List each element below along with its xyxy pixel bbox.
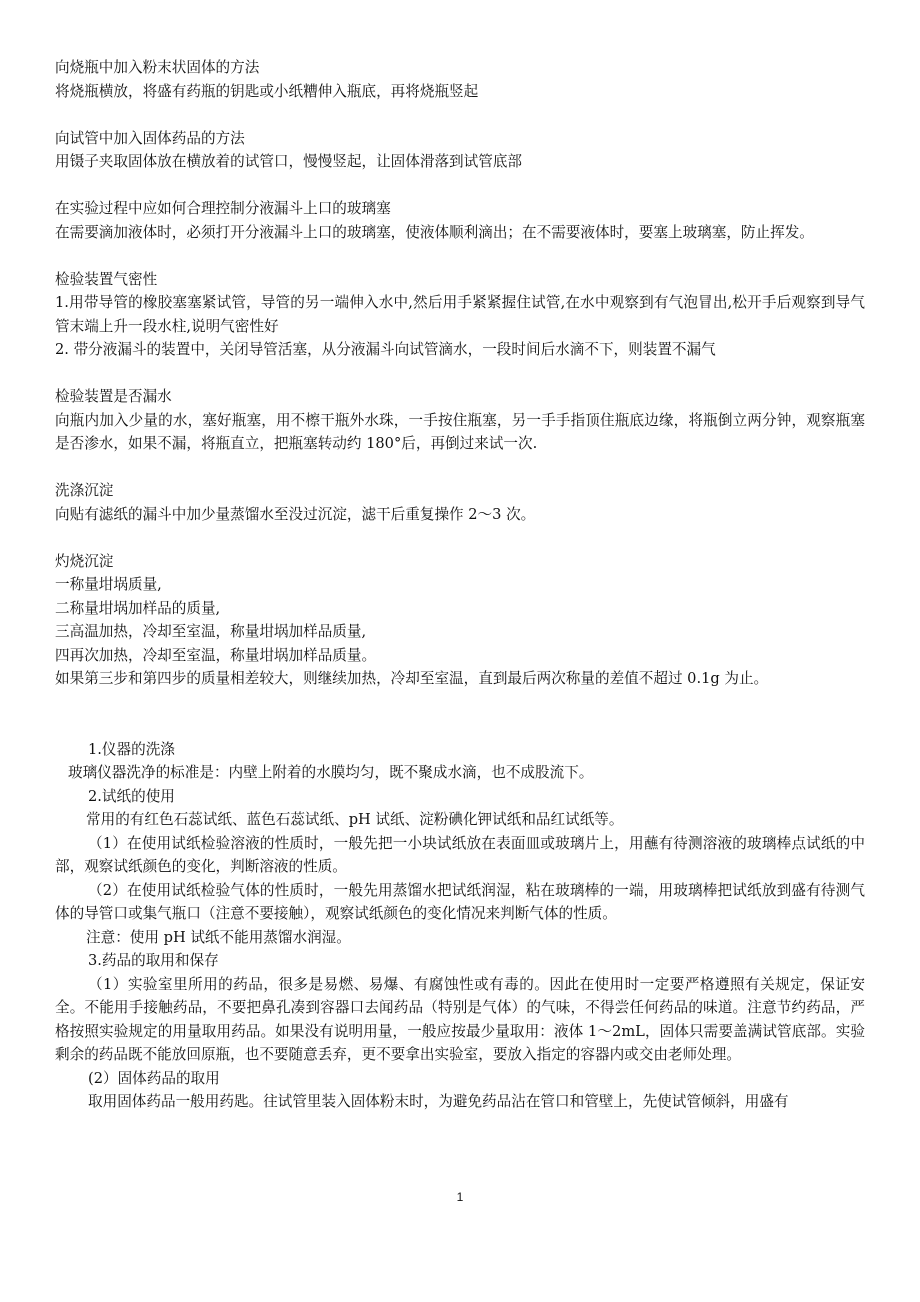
note-ph-paper: 注意：使用 pH 试纸不能用蒸馏水润湿。 [86,928,351,946]
section-title: 在实验过程中应如何合理控制分液漏斗上口的玻璃塞 [55,200,391,217]
part-two [55,738,865,1114]
section-tube-solid [55,127,865,174]
heading-instrument-washing: 1.仪器的洗涤 [88,740,175,758]
paragraph-test-gas: （2）在使用试纸检验气体的性质时，一般先用蒸馏水把试纸润湿，粘在玻璃棒的一端，用玻璃棒把试纸放到盛有待测气体的导管口或集气瓶口（注意不要接触），观察试纸颜色的变化情况来判断气体的性质。 [55,881,865,922]
section-text: 1.用带导管的橡胶塞塞紧试管，导管的另一端伸入水中,然后用手紧紧握住试管,在水中观察到有气泡冒出,松开手后观察到导气管末端上升一段水柱,说明气密性好 [55,294,865,335]
paragraph-test-solution: （1）在使用试纸检验溶液的性质时，一般先把一小块试纸放在表面皿或玻璃片上，用蘸有待测溶液的玻璃棒点试纸的中部，观察试纸颜色的变化，判断溶液的性质。 [55,834,865,875]
section-title: 向试管中加入固体药品的方法 [55,129,245,147]
section-title: 灼烧沉淀 [55,552,114,570]
heading-reagent-handling: 3.药品的取用和保存 [88,952,219,969]
paragraph-solid-reagent: 取用固体药品一般用药匙。往试管里装入固体粉末时，为避免药品沾在管口和管壁上，先使试管倾斜，用盛有 [88,1093,789,1110]
page-number: 1 [456,1190,464,1204]
section-step: 三高温加热，冷却至室温，称量坩埚加样品质量, [55,623,367,640]
section-leak-test [55,385,865,456]
section-title: 检验装置是否漏水 [55,388,172,405]
paragraph-washing-standard: 玻璃仪器洗净的标准是：内壁上附着的水膜均匀，既不聚成水滴，也不成股流下。 [68,764,594,781]
heading-solid-reagent: (2）固体药品的取用 [88,1069,220,1087]
section-text: 2. 带分液漏斗的装置中，关闭导管活塞，从分液漏斗向试管滴水，一段时间后水滴不下，则装置不漏气 [55,341,716,358]
section-step: 一称量坩埚质量, [55,576,162,593]
paragraph-reagent-safety: （1）实验室里所用的药品，很多是易燃、易爆、有腐蚀性或有毒的。因此在使用时一定要严格遵照有关规定，保证安全。不能用手接触药品，不要把鼻孔凑到容器口去闻药品（特别是气体）的气味，不得尝任何药品的味道。注意节约药品，严格按照实验规定的用量取用药品。如果没有说明用量，一般应按最少量取用：液体 1～2mL，固体只需要盖满试管底部。实验剩余的药品既不能放回原瓶，也不要随意丢弃，更不要拿出实验室，要放入指定的容器内或交由老师处理。 [55,975,865,1063]
section-text: 向贴有滤纸的漏斗中加少量蒸馏水至没过沉淀，滤干后重复操作 2～3 次。 [55,505,536,523]
section-funnel-stopper [55,197,865,244]
section-text: 在需要滴加液体时，必须打开分液漏斗上口的玻璃塞，使液体顺利滴出；在不需要液体时，要塞上玻璃塞，防止挥发。 [55,223,814,241]
section-airtightness [55,268,865,362]
section-text: 如果第三步和第四步的质量相差较大，则继续加热，冷却至室温，直到最后两次称量的差值不超过 0.1g 为止。 [55,670,769,687]
section-wash-precipitate [55,479,865,526]
section-flask-powder [55,56,865,103]
section-step: 二称量坩埚加样品的质量, [55,599,221,617]
section-title: 洗涤沉淀 [55,482,114,499]
section-ignite-precipitate [55,550,865,691]
document-page [55,56,865,1114]
section-title: 检验装置气密性 [55,270,158,288]
paragraph-test-paper-types: 常用的有红色石蕊试纸、蓝色石蕊试纸、pH 试纸、淀粉碘化钾试纸和品红试纸等。 [86,811,624,828]
section-text: 将烧瓶横放，将盛有药瓶的钥匙或小纸糟伸入瓶底，再将烧瓶竖起 [55,82,479,100]
section-step: 四再次加热，冷却至室温，称量坩埚加样品质量。 [55,646,377,664]
heading-test-paper: 2.试纸的使用 [88,787,175,805]
section-text: 用镊子夹取固体放在横放着的试管口，慢慢竖起，让固体滑落到试管底部 [55,153,523,170]
section-title: 向烧瓶中加入粉末状固体的方法 [55,59,260,76]
section-text: 向瓶内加入少量的水，塞好瓶塞，用不檫干瓶外水珠，一手按住瓶塞，另一手手指顶住瓶底边缘，将瓶倒立两分钟，观察瓶塞是否渗水，如果不漏，将瓶直立，把瓶塞转动约 180°后，再倒过来试一次. [55,411,865,452]
